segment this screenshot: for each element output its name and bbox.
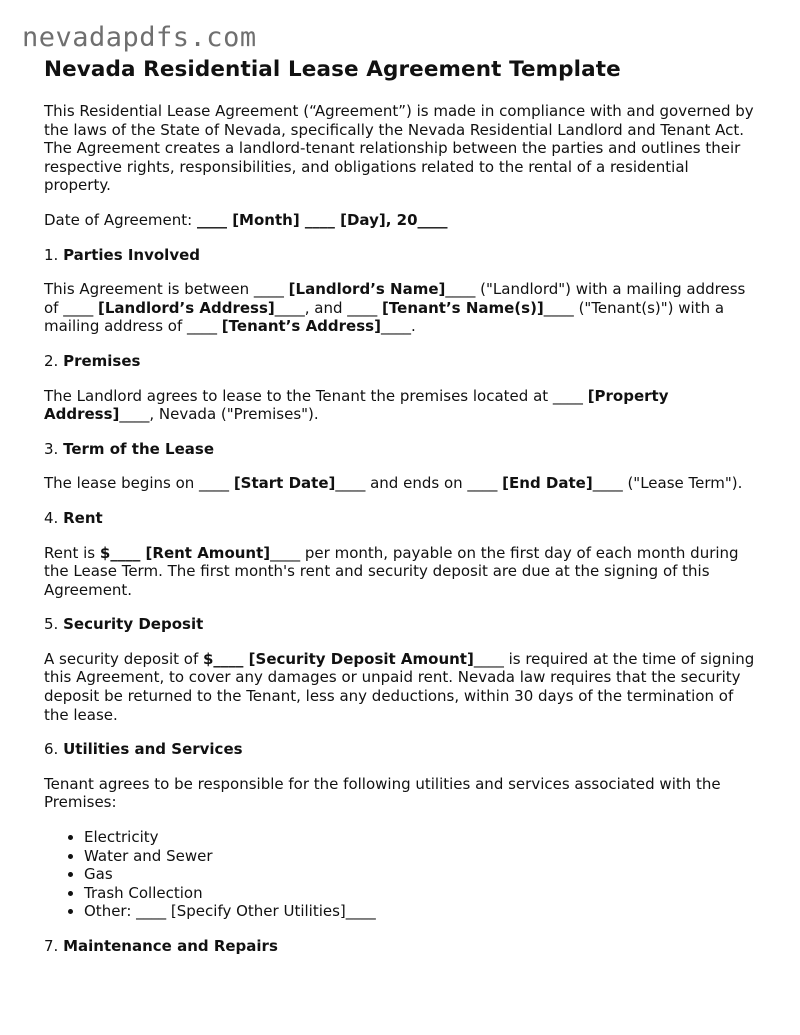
property-address-field: [Property Address] — [44, 386, 669, 424]
site-watermark: nevadapdfs.com — [22, 22, 257, 53]
section-number: 3. — [44, 439, 64, 458]
section-number: 1. — [44, 245, 64, 264]
section-4-body — [44, 544, 760, 600]
date-label: Date of Agreement: — [44, 210, 197, 229]
section-number: 7. — [44, 937, 64, 955]
section-number: 4. — [44, 508, 64, 527]
intro-paragraph: This Residential Lease Agreement (“Agreement”) is made in compliance with and governed by the laws of the State of Nevada, specifically the Nevada Residential Landlord and Tenant Act. The Agreement creates a landlord-tenant relationship between the parties and outlines their respective rights, responsibilities, and obligations related to the rental of a residential property. — [44, 102, 754, 195]
end-date-field: [End Date] — [502, 474, 593, 493]
section-title: Premises — [63, 351, 141, 370]
text-run: The Landlord agrees to lease to the Tenant the premises located at ____ — [44, 386, 588, 405]
section-6-body: Tenant agrees to be responsible for the following utilities and services associated with the Premises: — [44, 774, 721, 812]
text-run: ____ ("Landlord") with a mailing address of ____ — [44, 280, 746, 317]
list-item: • Water and Sewer — [84, 847, 760, 866]
document-title: Nevada Residential Lease Agreement Template — [44, 57, 621, 82]
section-title: Parties Involved — [63, 245, 201, 264]
text-run: Rent is — [44, 543, 100, 562]
text-run: ____ is required at the time of signing this Agreement, to cover any damages or unpaid rent. Nevada law requires that the security deposit be returned to the Tenant, less any deductions, within 30 days of the termination of the lease. — [44, 649, 755, 724]
section-number: 6. — [44, 740, 64, 759]
section-4-heading — [44, 509, 760, 528]
section-title: Term of the Lease — [63, 439, 215, 458]
text-run: ____. — [380, 317, 416, 336]
section-1-heading — [44, 246, 760, 265]
list-item: • Trash Collection — [84, 884, 760, 903]
text-run: A security deposit of — [44, 649, 203, 668]
section-number: 5. — [44, 615, 64, 634]
landlord-address-field: [Landlord’s Address] — [98, 298, 275, 317]
date-of-agreement — [44, 211, 760, 230]
security-deposit-field: $____ [Security Deposit Amount] — [203, 649, 474, 668]
rent-amount-field: $____ [Rent Amount] — [99, 543, 271, 562]
section-1-body — [44, 280, 760, 336]
list-item: • Gas — [84, 865, 760, 884]
section-title: Rent — [63, 508, 103, 527]
section-7-heading — [44, 937, 760, 956]
text-run: ____, and ____ — [274, 298, 383, 317]
section-title: Security Deposit — [63, 615, 204, 634]
section-5-heading — [44, 615, 760, 634]
list-item: • Electricity — [84, 828, 760, 847]
section-5-body — [44, 650, 760, 724]
text-run: ____, Nevada ("Premises"). — [119, 405, 319, 424]
section-title: Utilities and Services — [63, 740, 243, 759]
list-item: • Other: ____ [Specify Other Utilities]____ — [84, 902, 760, 921]
text-run: ____ ("Lease Term"). — [592, 474, 743, 493]
section-3-heading — [44, 440, 760, 459]
tenant-names-field: [Tenant’s Name(s)] — [382, 298, 544, 317]
start-date-field: [Start Date] — [233, 474, 336, 493]
date-value: ____ [Month] ____ [Day], 20____ — [196, 210, 448, 229]
tenant-address-field: [Tenant’s Address] — [221, 317, 381, 336]
section-2-body — [44, 387, 760, 424]
text-run: ____ per month, payable on the first day of each month during the Lease Term. The first month's rent and security deposit are due at the signing of this Agreement. — [44, 543, 739, 599]
text-run: ____ ("Tenant(s)") with a mailing address of ____ — [44, 298, 725, 336]
landlord-name-field: [Landlord’s Name] — [288, 280, 446, 299]
text-run: ____ and ends on ____ — [335, 474, 503, 493]
text-run: This Agreement is between ____ — [44, 280, 289, 299]
section-2-heading — [44, 352, 760, 371]
section-3-body — [44, 474, 760, 493]
utilities-list — [44, 828, 760, 921]
section-number: 2. — [44, 351, 64, 370]
section-title: Maintenance and Repairs — [63, 937, 278, 955]
section-6-heading — [44, 740, 760, 759]
text-run: The lease begins on ____ — [44, 474, 234, 493]
document-page — [44, 55, 760, 956]
